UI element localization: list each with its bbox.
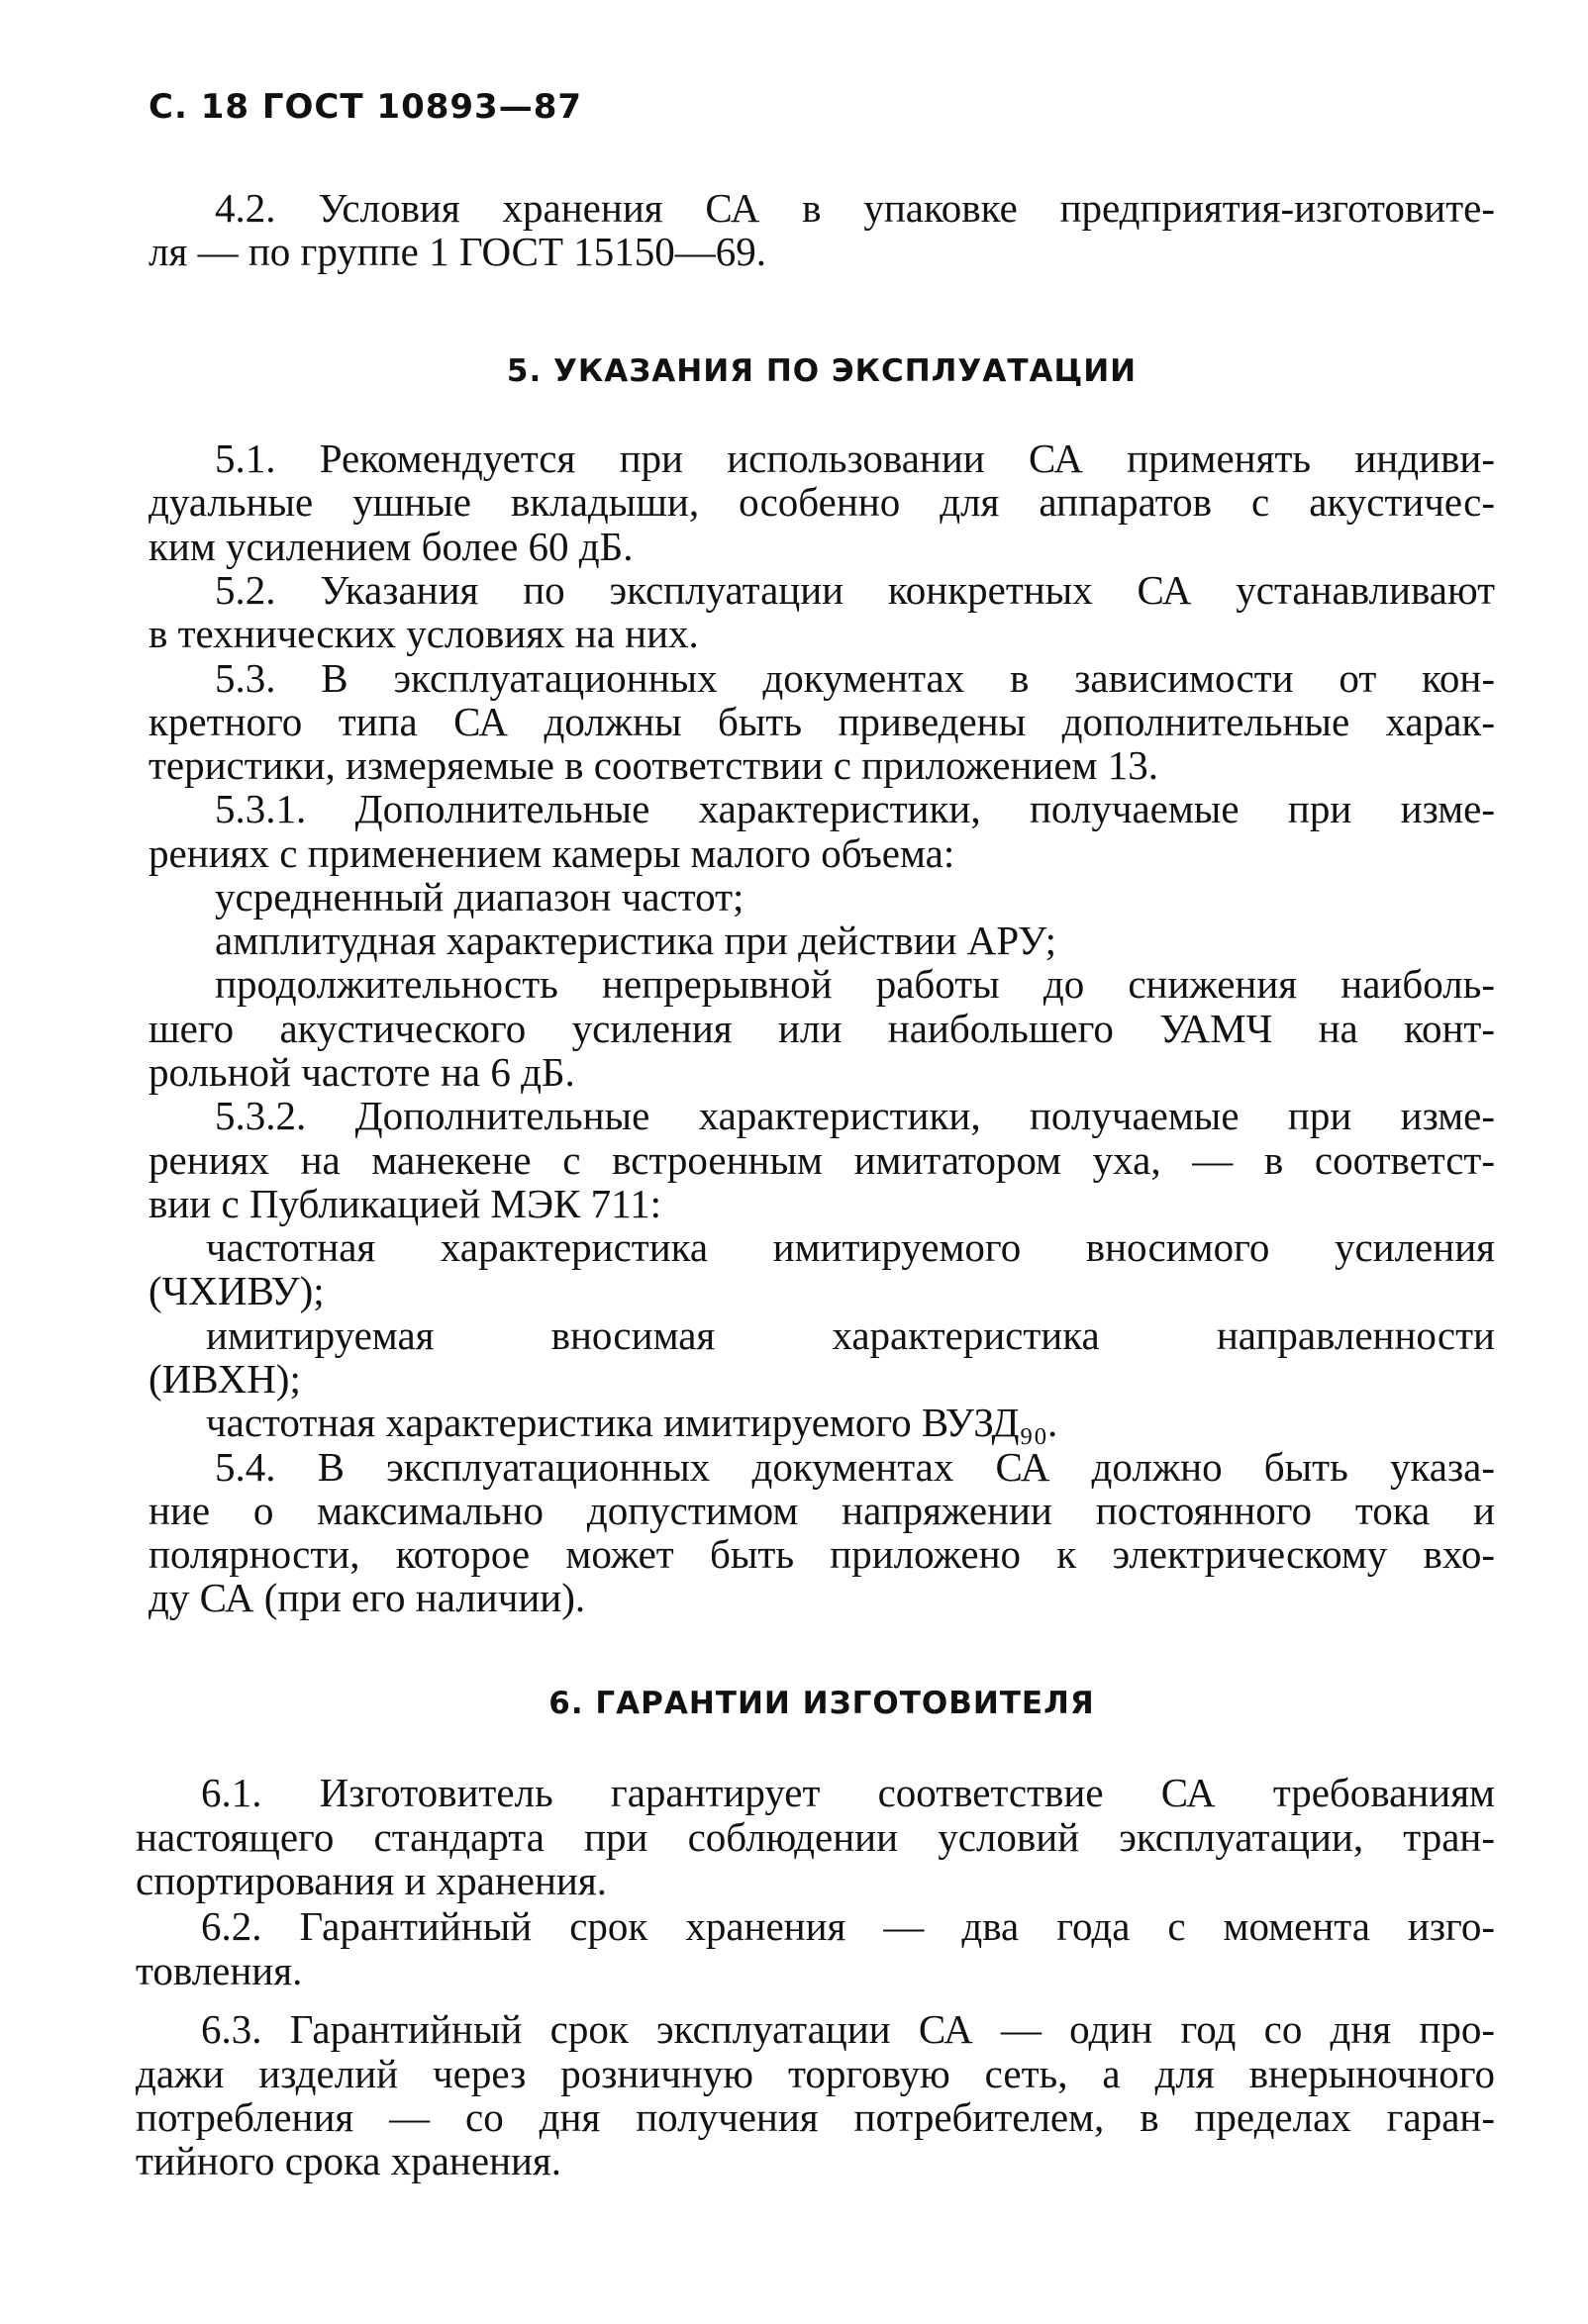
paragraph-line: потребления — со дня получения потребителем, в пределах гаран- xyxy=(136,2094,1495,2140)
paragraph-line: 5.2. Указания по эксплуатации конкретных СА устанавливают xyxy=(215,567,1495,613)
section-heading: 5. УКАЗАНИЯ ПО ЭКСПЛУАТАЦИИ xyxy=(506,353,1138,389)
paragraph-line: ние о максимально допустимом напряжении постоянного тока и xyxy=(149,1488,1495,1533)
paragraph-line: 6.3. Гарантийный срок эксплуатации СА — один год со дня про- xyxy=(201,2006,1495,2052)
paragraph-line: ля — по группе 1 ГОСТ 15150—69. xyxy=(149,229,767,274)
paragraph-line: кретного типа СА должны быть приведены дополнительные харак- xyxy=(149,699,1495,744)
paragraph-line: шего акустического усиления или наибольшего УАМЧ на конт- xyxy=(149,1006,1495,1051)
page-header: С. 18 ГОСТ 10893—87 xyxy=(149,87,583,127)
paragraph-line: рениях на манекене с встроенным имитатором уха, — в соответст- xyxy=(149,1137,1495,1183)
paragraph-line: тийного срока хранения. xyxy=(136,2138,562,2183)
paragraph-line: 6.1. Изготовитель гарантирует соответствие СА требованиям xyxy=(201,1770,1495,1815)
paragraph-line: в технических условиях на них. xyxy=(149,611,699,656)
paragraph-line: 5.3. В эксплуатационных документах в зависимости от кон- xyxy=(215,655,1495,701)
paragraph-line: спортирования и хранения. xyxy=(136,1858,607,1903)
paragraph-line: 5.3.2. Дополнительные характеристики, получаемые при изме- xyxy=(215,1093,1495,1138)
paragraph-line: настоящего стандарта при соблюдении условий эксплуатации, тран- xyxy=(136,1814,1495,1860)
paragraph-line: ду СА (при его наличии). xyxy=(149,1575,586,1620)
paragraph-line: теристики, измеряемые в соответствии с приложением 13. xyxy=(149,742,1158,788)
paragraph-line: частотная характеристика имитируемого вносимого усиления xyxy=(206,1224,1495,1270)
paragraph-line: дуальные ушные вкладыши, особенно для аппаратов с акустичес- xyxy=(149,479,1495,525)
paragraph-line: продолжительность непрерывной работы до снижения наиболь- xyxy=(215,961,1495,1007)
paragraph-line: частотная характеристика имитируемого ВУЗД₉₀. xyxy=(206,1400,1058,1445)
paragraph-line: дажи изделий через розничную торговую сеть, а для внерыночного xyxy=(136,2051,1495,2096)
paragraph-line: усредненный диапазон частот; xyxy=(215,874,744,920)
paragraph-line: товления. xyxy=(136,1948,303,1993)
paragraph-line: 5.1. Рекомендуется при использовании СА применять индиви- xyxy=(215,436,1495,481)
paragraph-line: 5.4. В эксплуатационных документах СА должно быть указа- xyxy=(215,1444,1495,1490)
paragraph-line: 4.2. Условия хранения СА в упаковке предприятия-изготовите- xyxy=(215,185,1495,231)
paragraph-line: амплитудная характеристика при действии АРУ; xyxy=(215,918,1056,963)
paragraph-line: 6.2. Гарантийный срок хранения — два года с момента изго- xyxy=(201,1903,1495,1949)
section-heading: 6. ГАРАНТИИ ИЗГОТОВИТЕЛЯ xyxy=(548,1686,1095,1721)
paragraph-line: (ЧХИВУ); xyxy=(149,1268,325,1313)
paragraph-line: 5.3.1. Дополнительные характеристики, получаемые при изме- xyxy=(215,786,1495,831)
paragraph-line: ким усилением более 60 дБ. xyxy=(149,524,634,569)
paragraph-line: рольной частоте на 6 дБ. xyxy=(149,1049,575,1095)
paragraph-line: вии с Публикацией МЭК 711: xyxy=(149,1181,662,1226)
paragraph-line: полярности, которое может быть приложено к электрическому вхо- xyxy=(149,1531,1495,1577)
paragraph-line: имитируемая вносимая характеристика направленности xyxy=(206,1312,1495,1358)
paragraph-line: рениях с применением камеры малого объема: xyxy=(149,830,955,876)
paragraph-line: (ИВХН); xyxy=(149,1356,301,1402)
